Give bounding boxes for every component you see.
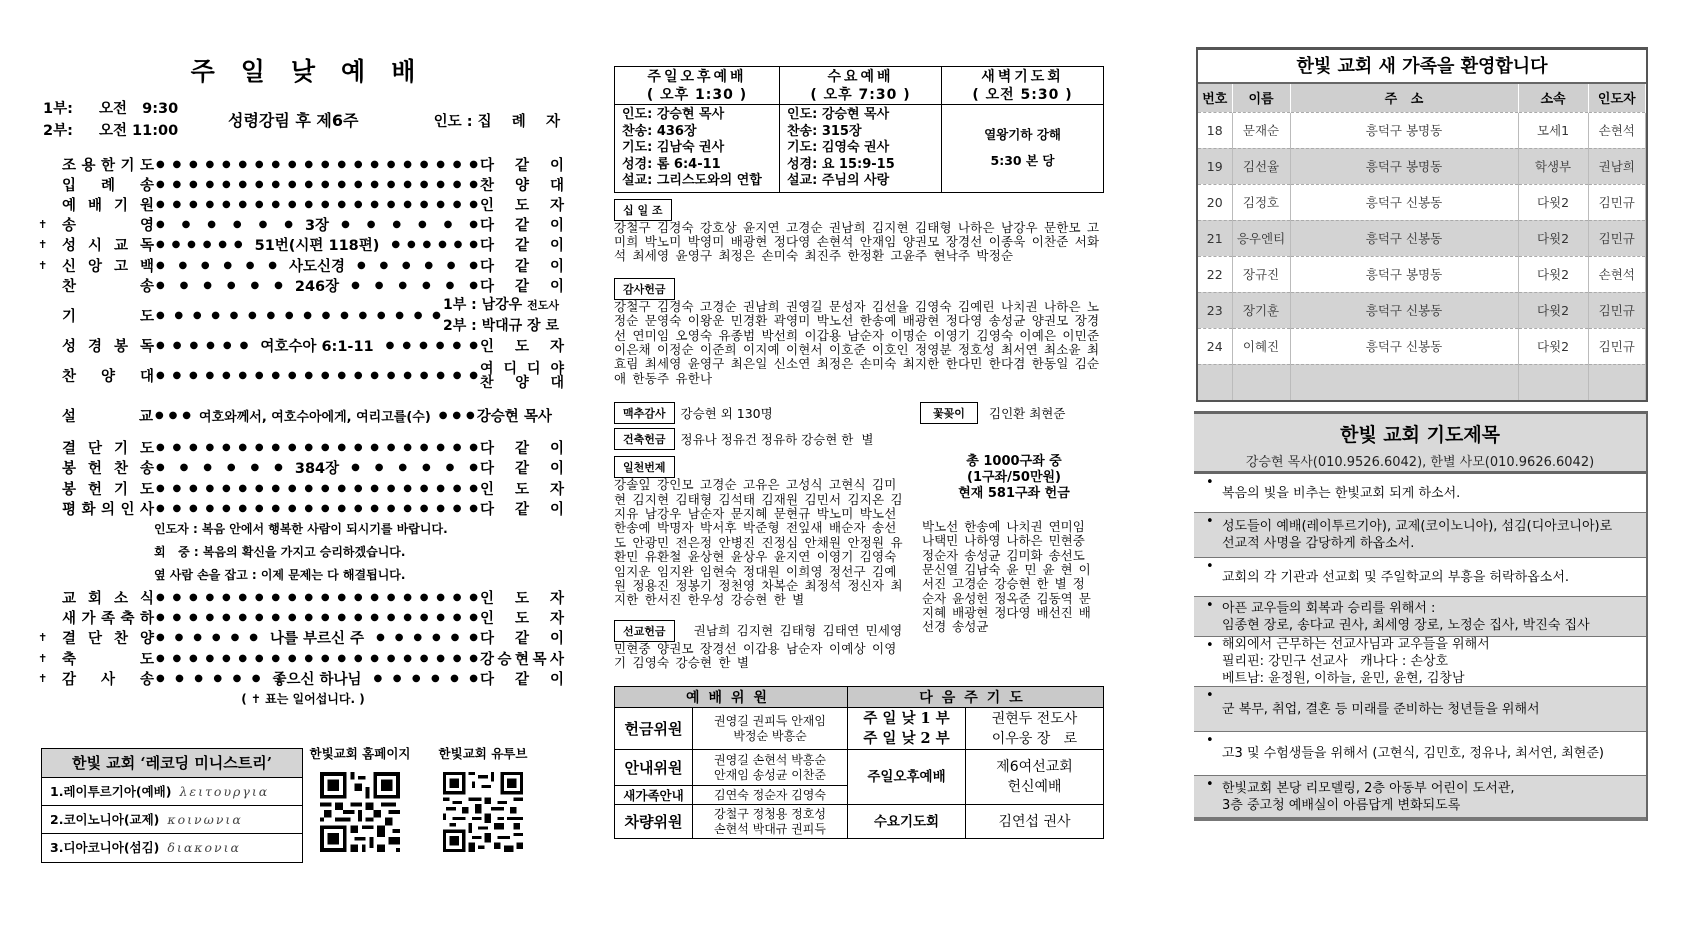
youtube-qr-block[interactable] (428, 744, 538, 855)
thanks-offering-label: 감사헌금 (614, 278, 675, 300)
order-row: 결 단 기 도 ● ● ● ● ● ● ● ● ● ● ● ● ● ● ● ● ● ● ● ● 다 같 이 (38, 438, 568, 458)
order-leader: 찬 양 대 (480, 177, 564, 194)
order-leader: 인 도 자 (480, 338, 564, 355)
wednesday-details: 인도: 강승현 목사 찬송: 315장 기도: 김영숙 권사 성경: 요 15:9-15 설교: 주님의 사랑 (780, 105, 942, 193)
order-leader: 인 도 자 (480, 611, 564, 628)
stand-note: ( ✝ 표는 일어섭니다. ) (241, 692, 365, 707)
bullet-icon: • (1206, 777, 1214, 792)
tithe-names: 강철구 김경숙 강호상 윤지연 고경순 권남희 김지현 김태형 나하은 남강우 문한모 고미희 박노미 박영미 배광현 정다영 손현석 안재임 양권모 장경선 이종욱 이찬준 서화석 최세영 윤영구 최정은 손미숙 최진주 한정환 고윤주 현낙주 박정순 (614, 219, 1100, 264)
next-afternoon-service: 주일오후예배 (848, 750, 966, 805)
prayer-topic-item: • 복음의 빛을 비추는 한빛교회 되게 하소서. (1194, 474, 1646, 513)
stand-icon: ✝ (38, 238, 48, 252)
prayer-topic-item: • 성도들이 예배(레이투르기아), 교제(코이노니아), 섬김(디아코니아)로 선교적 사명을 감당하게 하옵소서. (1194, 513, 1646, 558)
order-item: 평 화 의 인 사 (62, 501, 154, 518)
prayer-topic-item: • 아픈 교우들의 회복과 승리를 위해서 : 임종현 장로, 송다교 권사, 최세영 장로, 노정순 집사, 박진숙 집사 (1194, 597, 1646, 637)
ministry-title: 한빛 교회 ‘레코딩 미니스트리’ (42, 749, 302, 778)
bullet-icon: • (1206, 688, 1214, 703)
order-row: 평 화 의 인 사 ● ● ● ● ● ● ● ● ● ● ● ● ● ● ● ● ● ● ● ● 다 같 이 (38, 498, 568, 518)
order-row: ✝ 감 사 송 ● ● ● ● ● ● 좋으신 하나님 ● ● ● ● ● ● 다 같 이 (38, 668, 568, 688)
order-leader: 다 같 이 (480, 258, 564, 275)
order-row: 봉 헌 기 도 ● ● ● ● ● ● ● ● ● ● ● ● ● ● ● ● ● ● ● ● 인 도 자 (38, 478, 568, 498)
thanks-offering-section (614, 276, 1104, 386)
order-item: 교 회 소 식 (62, 591, 154, 608)
homepage-qr-code-icon[interactable] (320, 772, 400, 852)
stand-icon: ✝ (38, 258, 48, 272)
dawn-prayer-details: 열왕기하 강해 5:30 본 당 (942, 105, 1104, 193)
building-fund-summary: 총 1000구좌 중 (1구좌/50만원) 현재 581구좌 헌금 (958, 454, 1070, 502)
order-leader: 강 승 현 목 사 (480, 651, 564, 668)
prayer-topic-item: • 고3 및 수험생들을 위해서 (고현식, 김민호, 정유나, 최서연, 최현준) (1194, 732, 1646, 776)
service-header (38, 98, 568, 144)
vehicle-people: 강철구 정청용 정호성 손현석 박대규 권피득 (693, 805, 848, 839)
prayer-topic-item: • 교회의 각 기관과 선교회 및 주일학교의 부흥을 허락하옵소서. (1194, 558, 1646, 597)
missions-offering-label: 선교헌금 (614, 620, 675, 642)
order-row: 조 용 한 기 도 ● ● ● ● ● ● ● ● ● ● ● ● ● ● ● ● ● ● ● ● 다 같 이 (38, 154, 568, 174)
missions-offering-names: 민현중 양권모 장경선 이갑용 남순자 이예상 이영기 김영숙 강승현 한 별 (614, 640, 897, 671)
homepage-qr-label: 한빛교회 홈페이지 (309, 746, 411, 761)
order-item: 찬 양 대 (62, 369, 154, 385)
offering-role: 헌금위원 (615, 708, 693, 750)
next-sunday-prayers: 권현두 전도사 이우웅 장 로 (966, 708, 1104, 750)
offering-people: 권영길 권피득 안재임 박정순 박흥순 (693, 708, 848, 750)
new-family-table (1198, 84, 1646, 400)
order-leader: 다 같 이 (480, 218, 564, 235)
order-item: 감 사 송 (62, 671, 154, 688)
order-item: 예 배 기 원 (62, 197, 154, 214)
worship-duties-header: 예배위원 (615, 687, 848, 708)
peace-greeting-line: 인도자 : 복음 안에서 행복한 사람이 되시기를 바랍니다. (154, 522, 448, 537)
sunday-pm-details: 인도: 강승현 목사 찬송: 436장 기도: 김남숙 권사 성경: 롬 6:4-11 설교: 그리스도와의 연합 (615, 105, 780, 193)
building-offering-names: 정유나 정유건 정유하 강승현 한 별 (680, 432, 874, 448)
million-offering-names: 강솔잎 강인모 고경순 고유은 고성식 고현식 김미현 김지현 김태형 김석태 김재원 김민서 김지온 김지유 남강우 남순자 문지혜 문현규 박노미 박노선 한송예 박명자 박서후 박준형 전잎새 배순자 송선도 안광민 전은정 안병진 진정심 안채원 안정원 유환민 유환철 윤상현 윤상우 윤지연 이영기 김영숙 임지운 임지완 임현숙 정대원 이희영 정선구 김예원 정용진 정봉기 정천영 차복순 최정석 정신자 최지한 한서진 한우성 강승현 한 별 (614, 477, 903, 608)
youtube-qr-label: 한빛교회 유투브 (438, 746, 528, 761)
new-family-guide-people: 김연숙 정순자 김영숙 (693, 786, 848, 805)
order-leader: 다 같 이 (480, 501, 564, 518)
next-afternoon-prayer: 제6여선교회 헌신예배 (966, 750, 1104, 805)
order-item: 봉 헌 찬 송 (62, 461, 154, 478)
vehicle-role: 차량위원 (615, 805, 693, 839)
new-family-row: 22 장규진 흥덕구 봉명동 다윗2 손현석 (1198, 256, 1646, 292)
order-row: 예 배 기 원 ● ● ● ● ● ● ● ● ● ● ● ● ● ● ● ● ● ● ● ● 인 도 자 (38, 194, 568, 214)
wheat-offering-row (614, 402, 1104, 424)
order-row: 교 회 소 식 ● ● ● ● ● ● ● ● ● ● ● ● ● ● ● ● ● ● ● ● 인 도 자 (38, 587, 568, 607)
order-row: 성 경 봉 독 ● ● ● ● ● ● 여호수아 6:1-11 ● ● ● ● ● ● 인 도 자 (38, 335, 568, 355)
order-leader: 여 디 디 야 찬 양 대 (480, 360, 564, 391)
ministry-item: 3.디아코니아(섬김) διακονια (50, 840, 241, 855)
order-item: 찬 송 (62, 278, 154, 295)
pastor-contact: 강승현 목사(010.9526.6042), 한별 사모(010.9626.6042) (1245, 455, 1595, 470)
order-row: 봉 헌 찬 송 ● ● ● ● ● ● 384장 ● ● ● ● ● ● 다 같 이 (38, 458, 568, 478)
bullet-icon: • (1206, 559, 1214, 574)
order-row-choir: 찬 양 대 ● ● ● ● ● ● ● ● ● ● ● ● ● ● ● ● ● ● ● ● 여 디 디 야 찬 양 대 (38, 356, 568, 396)
service-leader: 인도 : 집 례 자 (433, 114, 560, 130)
service-time-2: 2부: 오전 11:00 (43, 123, 179, 139)
order-of-worship (38, 154, 568, 707)
col-number: 번호 (1198, 84, 1232, 112)
thanks-offering-names: 강철구 김경숙 고경순 권남희 권영길 문성자 김선율 김영숙 김예린 나치권 나하은 노정순 문영숙 이왕운 민경환 곽영미 박노선 한송예 배광현 정다영 송성균 양권모 장경선 연미임 오영숙 유종범 박선희 이갑용 남순자 이명순 이영기 김영숙 이예은 이민준 이은채 이정순 이준희 이지예 이현서 이호준 이호인 정영분 정호성 최서연 최소윤 최효림 최세영 윤영구 최은일 신소연 최정은 손미숙 최지한 한다민 한다겸 한동일 김순애 한동주 유한나 (614, 298, 1100, 386)
tithe-label: 십 일 조 (614, 199, 672, 221)
order-item: 성 경 봉 독 (62, 338, 154, 355)
prayer-topics-title: 한빛 교회 기도제목 (1339, 424, 1501, 446)
next-wednesday-service: 수요기도회 (848, 805, 966, 839)
worship-title: 주일낮예배 (190, 57, 442, 86)
ministry-item: 1.레이투르기아(예배) λειτουργια (42, 778, 302, 806)
bullet-icon: • (1206, 475, 1214, 490)
weekly-services-panel (614, 66, 1104, 671)
flowers-names: 김인환 최현준 (989, 406, 1066, 422)
col-address: 주 소 (1290, 84, 1518, 112)
building-fund-names: 박노선 한송예 나치권 연미임 나택민 나하영 나하은 민현중 정순자 송성균 김미화 송선도 문신열 김남숙 윤 민 윤 현 이서진 고경순 강승현 한 별 정순자 윤성헌 정옥준 김동역 문지혜 배광현 정다영 배선진 배선경 송성균 (922, 519, 1091, 635)
duties-table (614, 686, 1104, 839)
order-row: 새 가 족 축 하 ● ● ● ● ● ● ● ● ● ● ● ● ● ● ● ● ● ● ● ● 인 도 자 (38, 608, 568, 628)
new-family-row: 21 응우엔티 흥덕구 신봉동 다윗2 김민규 (1198, 220, 1646, 256)
peace-greeting-line: 회 중 : 복음의 확신을 가지고 승리하겠습니다. (154, 545, 406, 560)
new-family-guide-role: 새가족안내 (615, 786, 693, 805)
usher-people: 권영길 손현석 박흥순 안재임 송성균 이찬준 (693, 750, 848, 786)
stand-icon: ✝ (38, 671, 48, 685)
order-row: 입 례 송 ● ● ● ● ● ● ● ● ● ● ● ● ● ● ● ● ● ● ● ● 찬 양 대 (38, 174, 568, 194)
million-offering-label: 일천번제 (614, 456, 675, 478)
bullet-icon: • (1206, 514, 1214, 529)
service-times (43, 98, 178, 142)
new-family-row: 23 장기훈 흥덕구 신봉동 다윗2 김민규 (1198, 292, 1646, 328)
stand-icon: ✝ (38, 651, 48, 665)
order-leader: 다 같 이 (480, 631, 564, 648)
stand-icon: ✝ (38, 631, 48, 645)
order-item: 설 교 (61, 409, 154, 426)
prayer-topic-item: • 한빛교회 본당 리모델링, 2층 아동부 어린이 도서관, 3층 중고청 예배실이 아름답게 변화되도록 (1194, 776, 1646, 821)
bullet-icon: • (1206, 598, 1214, 613)
stand-icon: ✝ (38, 218, 48, 232)
prayer-topic-item: • 군 복무, 취업, 결혼 등 미래를 준비하는 청년들을 위해서 (1194, 687, 1646, 732)
order-row: ✝ 송 영 ● ● ● ● ● ● 3장 ● ● ● ● ● ● 다 같 이 (38, 215, 568, 235)
order-item: 새 가 족 축 하 (62, 611, 154, 628)
new-family-title: 한빛 교회 새 가족을 환영합니다 (1198, 50, 1646, 84)
order-leader: 인 도 자 (480, 481, 564, 498)
order-leader: 인 도 자 (480, 197, 564, 214)
wheat-offering-names: 강승현 외 130명 (680, 406, 773, 422)
prayer-topic-item: • 해외에서 근무하는 선교사님과 교우들을 위해서 필리핀: 강민구 선교사 캐나다 : 손상호 베트남: 윤정원, 이하늘, 윤민, 윤현, 김창남 (1194, 637, 1646, 687)
next-week-prayer-header: 다음주기도 (848, 687, 1104, 708)
order-item: 기 도 (62, 308, 154, 325)
order-leader: 인 도 자 (480, 591, 564, 608)
sunday-pm-header: 주일오후예배 ( 오후 1:30 ) (615, 67, 780, 105)
order-leader: 다 같 이 (480, 671, 564, 688)
flowers-label: 꽃꽂이 (920, 402, 978, 424)
order-leader: 다 같 이 (480, 157, 564, 174)
service-time-1: 1부: 오전 9:30 (43, 101, 179, 117)
order-row: ✝ 성 시 교 독 ● ● ● ● ● ● 51번(시편 118편) ● ● ● ● ● ● 다 같 이 (38, 235, 568, 255)
col-guide: 인도자 (1588, 84, 1646, 112)
order-leader: 다 같 이 (480, 441, 564, 458)
new-family-row-empty (1198, 364, 1646, 400)
sermon-title: 여호와께서, 여호수아에게, 여리고를(수) (199, 410, 431, 426)
building-offering-label: 건축헌금 (614, 428, 675, 450)
wheat-offering-label: 맥추감사 (614, 402, 675, 424)
peace-greeting-line: 옆 사람 손을 잡고 : 이제 문제는 다 해결됩니다. (154, 568, 406, 583)
order-item: 축 도 (62, 651, 154, 668)
order-row: 찬 송 ● ● ● ● ● ● 246장 ● ● ● ● ● ● 다 같 이 (38, 275, 568, 295)
order-leader: 다 같 이 (480, 278, 564, 295)
worship-order-panel (38, 52, 568, 707)
order-item: 조 용 한 기 도 (62, 157, 154, 174)
order-row: ✝ 축 도 ● ● ● ● ● ● ● ● ● ● ● ● ● ● ● ● ● ● ● ● 강 승 현 목 사 (38, 648, 568, 668)
youtube-qr-code-icon[interactable] (443, 772, 523, 852)
homepage-qr-block[interactable] (305, 744, 415, 855)
new-family-row: 18 문재순 흥덕구 봉명동 모세1 손현석 (1198, 112, 1646, 148)
liturgical-week: 성령강림 후 제6주 (228, 111, 359, 130)
new-family-panel (1196, 47, 1648, 402)
order-leader: 다 같 이 (480, 238, 564, 255)
wednesday-header: 수요예배 ( 오후 7:30 ) (780, 67, 942, 105)
col-group: 소속 (1518, 84, 1588, 112)
order-leader: 1부 : 남강우 전도사 2부 : 박대규 장 로 (443, 296, 559, 334)
col-name: 이름 (1232, 84, 1290, 112)
order-item: 결 단 기 도 (62, 441, 154, 458)
order-item: 봉 헌 기 도 (62, 481, 154, 498)
next-sunday-services: 주 일 낮 1 부 주 일 낮 2 부 (848, 708, 966, 750)
dawn-prayer-header: 새벽기도회 ( 오전 5:30 ) (942, 67, 1104, 105)
prayer-topics-list (1194, 474, 1646, 821)
order-item: 송 영 (62, 218, 154, 235)
order-row: ✝ 신 앙 고 백 ● ● ● ● ● ● 사도신경 ● ● ● ● ● ● 다 같 이 (38, 255, 568, 275)
order-row-sermon: 설 교 ● ● ● 여호와께서, 여호수아에게, 여리고를(수) ● ● ● 강승현 목사 (38, 406, 568, 426)
ministry-item: 2.코이노니아(교제) κοινωνια (42, 806, 302, 834)
bullet-icon: • (1206, 733, 1214, 748)
usher-role: 안내위원 (615, 750, 693, 786)
missions-offering-names-first: 권남희 김지현 김태형 김태연 민세영 (693, 622, 903, 638)
building-offering-row (614, 428, 1104, 450)
order-item: 성 시 교 독 (62, 238, 154, 255)
recording-ministry-box (41, 748, 303, 863)
new-family-row: 20 김정호 흥덕구 신봉동 다윗2 김민규 (1198, 184, 1646, 220)
preacher: 강승현 목사 (476, 409, 552, 426)
new-family-row: 19 김선율 흥덕구 봉명동 학생부 권남희 (1198, 148, 1646, 184)
order-row: ✝ 결 단 찬 양 ● ● ● ● ● ● 나를 부르신 주 ● ● ● ● ● ● 다 같 이 (38, 628, 568, 648)
new-family-row: 24 이혜진 흥덕구 신봉동 다윗2 김민규 (1198, 328, 1646, 364)
services-table (614, 66, 1104, 193)
prayer-topics-header (1194, 411, 1646, 474)
tithe-section (614, 197, 1104, 264)
order-item: 입 례 송 (62, 177, 154, 194)
order-item: 결 단 찬 양 (62, 631, 154, 648)
order-item: 신 앙 고 백 (62, 258, 154, 275)
prayer-topics-panel (1194, 411, 1648, 821)
order-leader: 다 같 이 (480, 461, 564, 478)
next-wednesday-prayer: 김연섭 권사 (966, 805, 1104, 839)
order-row-prayer: 기 도 ● ● ● ● ● ● ● ● ● ● ● ● ● ● ● ● 1부 : 남강우 전도사 2부 : 박대규 장 로 (38, 295, 568, 335)
bullet-icon: • (1206, 638, 1214, 653)
